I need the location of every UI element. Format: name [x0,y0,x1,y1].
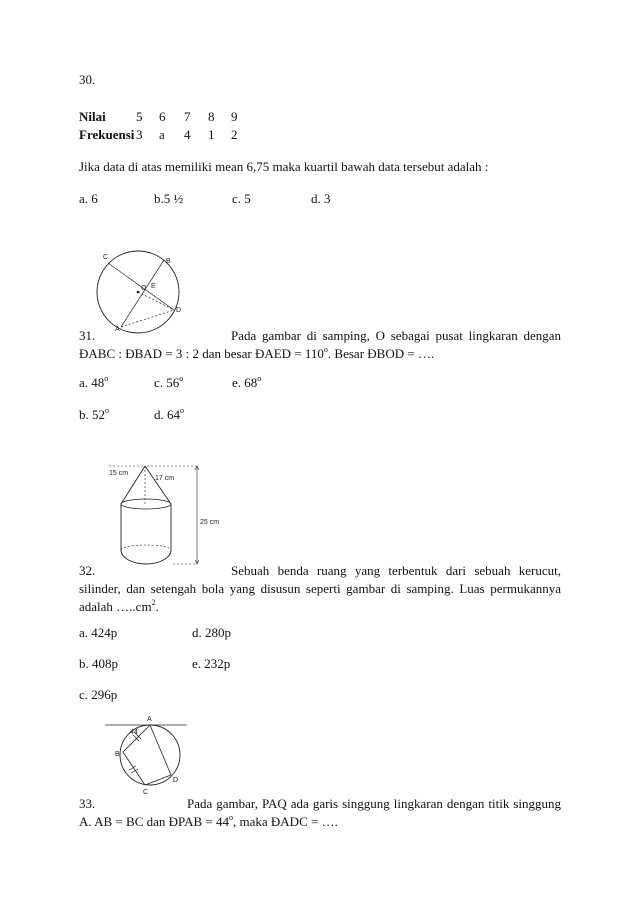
table-cell: 9 [231,109,238,124]
figure-label: C [143,789,149,796]
answer-option: b.5 ½ [154,191,184,206]
figure-label: A [115,326,120,333]
figure-label: B [115,751,120,758]
table-cell: 5 [136,109,143,124]
figure-label: B [166,258,171,265]
answer-option: a. 424p [79,625,118,640]
question-30-number: 30. [79,72,96,87]
answer-option: c. 296p [79,687,118,702]
table-label-nilai: Nilai [79,109,106,124]
answer-option: a. 6 [79,191,98,206]
answer-option: e. 232p [192,656,231,671]
question-32-number: 32. [79,563,96,578]
figure-label: D [173,777,179,784]
table-cell: 7 [184,109,191,124]
question-31-number: 31. [79,328,96,343]
tangent-circle-figure-33 [105,712,195,797]
answer-option: c. 56$^o$ [154,374,184,390]
question-33-text: Pada gambar, PAQ ada garis singgung lingkaran dengan titik singgung A. AB = BC dan ÐPAB = $44^o$, maka ÐADC = …. [79,796,561,829]
answer-option: a. 48$^o$ [79,374,109,390]
figure-label: D [176,307,182,314]
table-cell: a [159,127,165,142]
circle-figure-31 [90,245,200,340]
figure-label: 25 cm [200,519,220,526]
figure-label: 15 cm [109,470,129,477]
solid-figure-32 [105,460,225,570]
answer-option: d. 280p [192,625,231,640]
answer-option: b. 52$^o$ [79,406,109,422]
answer-option: e. 68$^o$ [232,374,262,390]
table-cell: 2 [231,127,238,142]
question-31-text: Pada gambar di samping, O sebagai pusat lingkaran dengan ÐABC : ÐBAD = 3 : 2 dan besar ÐAED = $110^o$. Besar ÐBOD = …. [79,328,561,361]
figure-label: E [151,283,156,290]
figure-label: 17 cm [155,475,175,482]
answer-option: b. 408p [79,656,118,671]
answer-option: d. 3 [311,191,331,206]
figure-label: O [141,285,147,292]
table-cell: 6 [159,109,166,124]
figure-label: C [103,254,109,261]
question-32-text: Sebuah benda ruang yang terbentuk dari sebuah kerucut, silinder, dan setengah bola yang disusun seperti gambar di samping. Luas permukannya adalah $\dots..cm^2$. [79,563,561,614]
table-cell: 4 [184,127,191,142]
question-30-text: Jika data di atas memiliki mean 6,75 maka kuartil bawah data tersebut adalah : [79,159,489,174]
table-cell: 3 [136,127,143,142]
table-cell: 8 [208,109,215,124]
figure-label: 44 [130,729,138,736]
answer-option: d. 64$^o$ [154,406,184,422]
table-cell: 1 [208,127,215,142]
answer-option: c. 5 [232,191,251,206]
table-label-frekuensi: Frekuensi [79,127,135,142]
question-33-number: 33. [79,796,96,811]
figure-label: A [147,716,152,723]
